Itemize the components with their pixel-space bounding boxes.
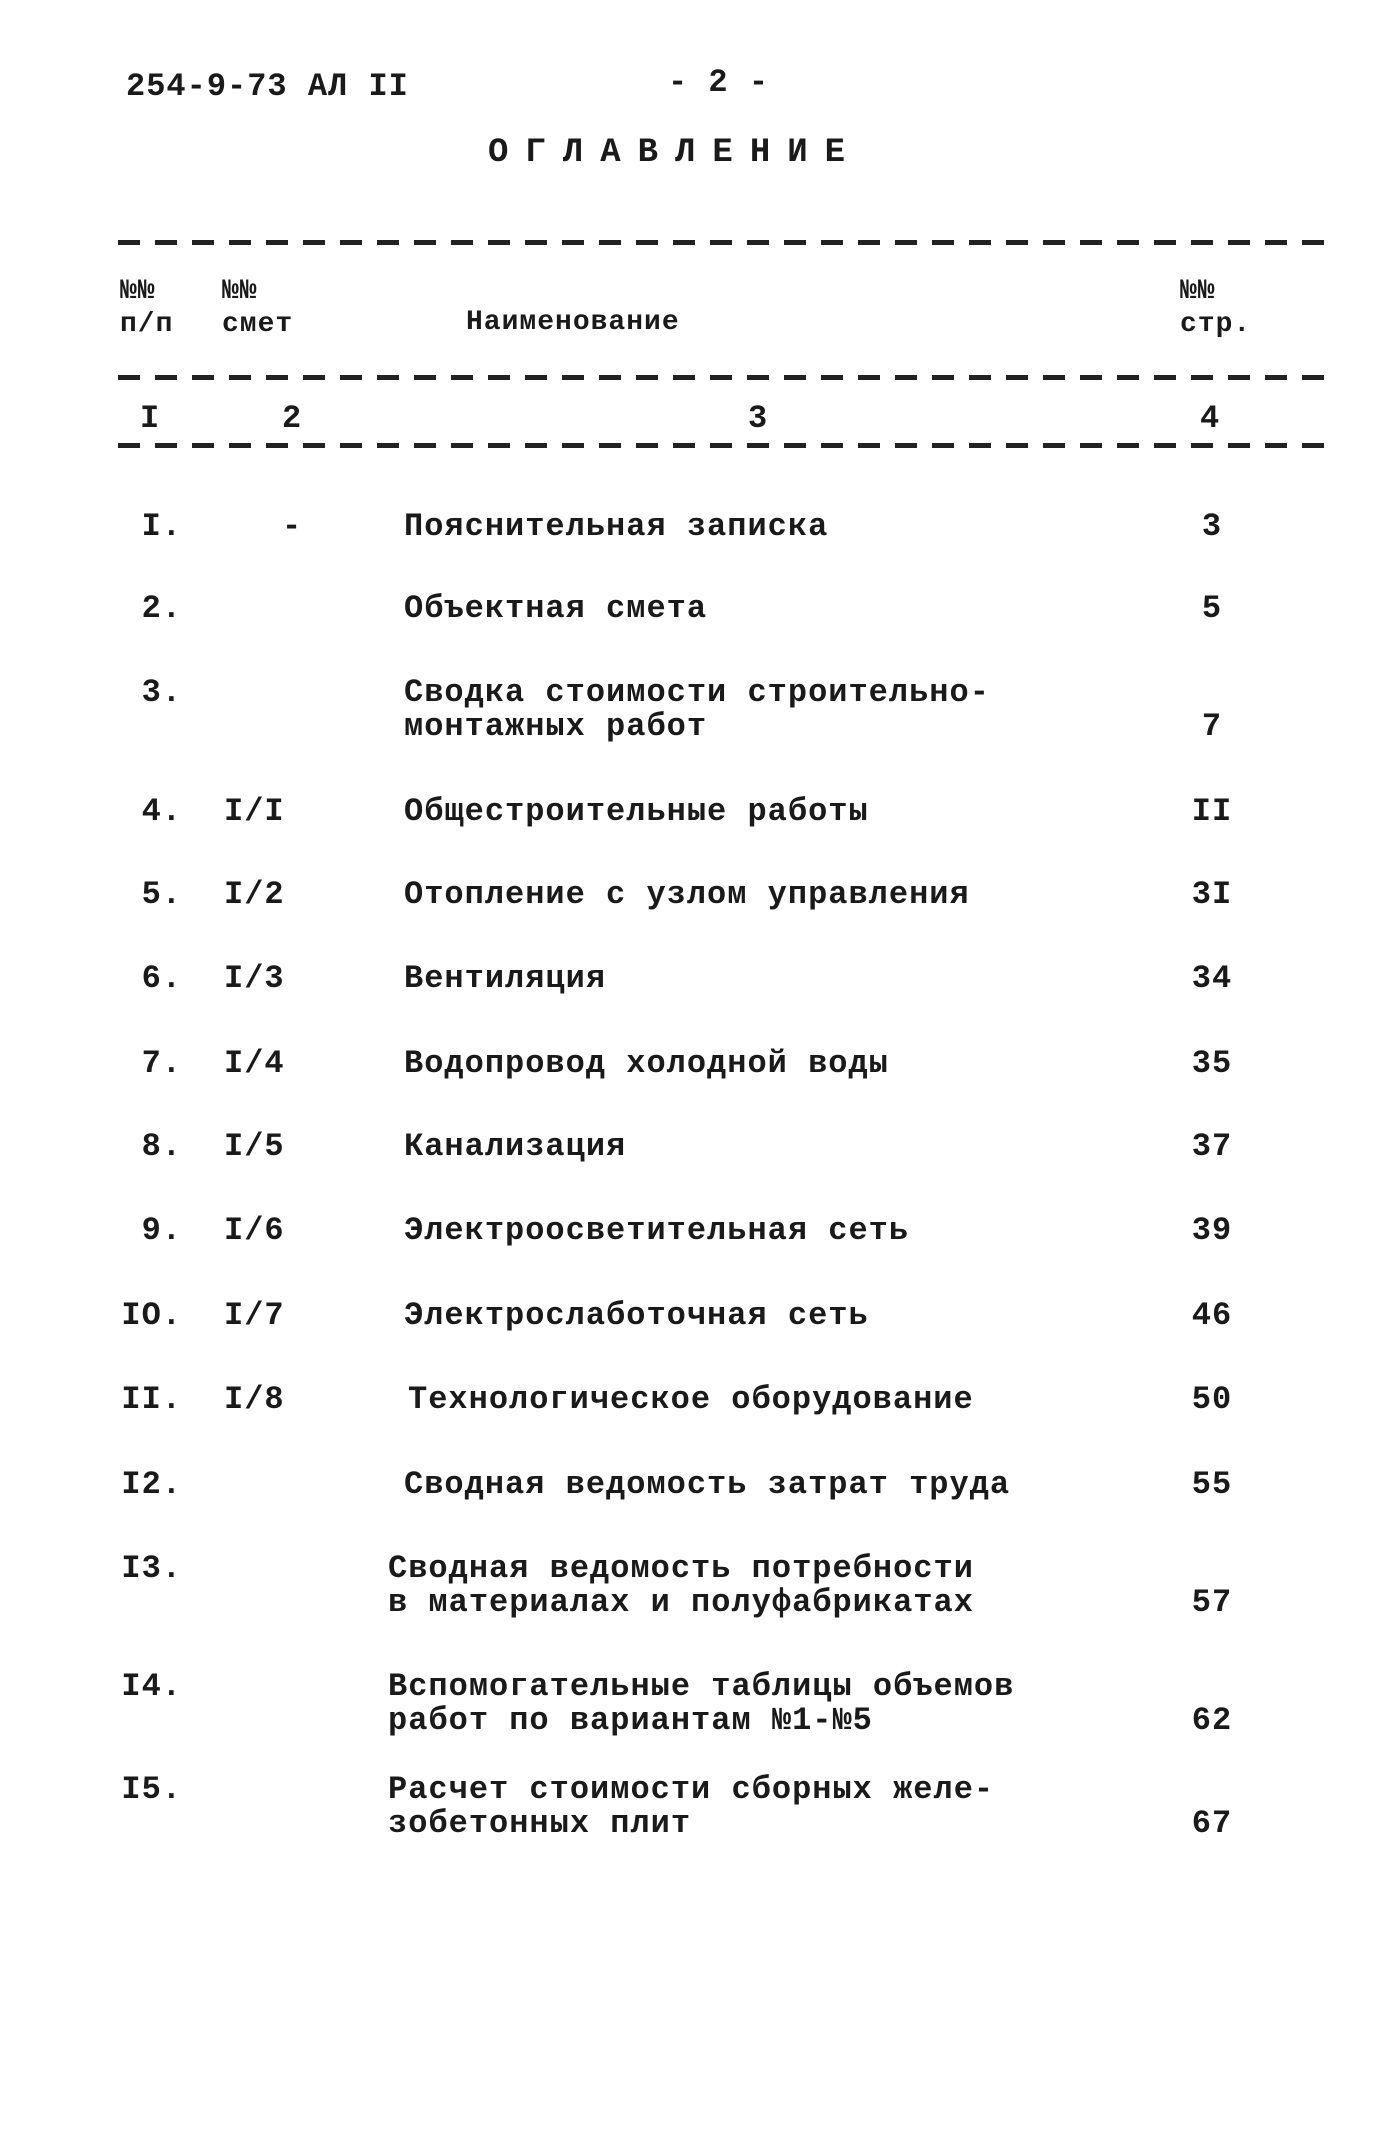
row-title: Объектная смета	[404, 590, 708, 627]
page-number: - 2 -	[668, 64, 770, 101]
divider-header	[118, 375, 1324, 380]
col-page-header-1: №№	[1180, 276, 1216, 307]
row-number: 2.	[141, 590, 182, 627]
row-number: 9.	[141, 1212, 182, 1249]
divider-index	[118, 443, 1324, 448]
col-index-3: 3	[748, 400, 769, 437]
row-title: Технологическое оборудование	[408, 1381, 974, 1418]
row-title: зобетонных плит	[388, 1805, 692, 1842]
col-name-header: Наименование	[466, 307, 680, 338]
row-estimate-number: I/3	[224, 960, 285, 997]
row-title: Сводная ведомость затрат труда	[404, 1466, 1011, 1503]
row-estimate-number: I/7	[224, 1297, 285, 1334]
row-estimate-number: -	[282, 508, 303, 545]
row-page: 7	[1201, 708, 1223, 745]
col-smeta-header-1: №№	[222, 276, 258, 307]
row-page: 37	[1191, 1128, 1233, 1165]
row-title: Канализация	[404, 1128, 627, 1165]
row-title: Вспомогательные таблицы объемов	[388, 1668, 1015, 1705]
row-page: 57	[1191, 1584, 1233, 1621]
row-page: 3I	[1191, 876, 1233, 913]
row-number: I.	[141, 508, 182, 545]
row-title: работ по вариантам №1-№5	[388, 1702, 873, 1739]
row-page: 55	[1191, 1466, 1233, 1503]
divider-top	[118, 240, 1324, 245]
row-number: I3.	[121, 1550, 182, 1587]
row-number: IO.	[121, 1297, 182, 1334]
row-number: I2.	[121, 1466, 182, 1503]
row-title: Вентиляция	[404, 960, 607, 997]
row-estimate-number: I/2	[224, 876, 285, 913]
row-estimate-number: I/6	[224, 1212, 285, 1249]
col-smeta-header-2: смет	[222, 309, 294, 340]
row-page: 3	[1201, 508, 1223, 545]
row-number: I5.	[121, 1771, 182, 1808]
page-title: ОГЛАВЛЕНИЕ	[488, 134, 863, 172]
row-number: I4.	[121, 1668, 182, 1705]
row-page: 62	[1191, 1702, 1233, 1739]
row-estimate-number: I/8	[224, 1381, 285, 1418]
col-num-header-2: п/п	[120, 309, 174, 340]
col-page-header-2: стр.	[1180, 309, 1252, 340]
row-page: 34	[1191, 960, 1233, 997]
row-title: монтажных работ	[404, 708, 708, 745]
document-code: 254-9-73 АЛ II	[126, 68, 409, 105]
row-title: Общестроительные работы	[404, 793, 869, 830]
row-number: II.	[121, 1381, 182, 1418]
row-number: 5.	[141, 876, 182, 913]
row-page: 39	[1191, 1212, 1233, 1249]
row-title: Расчет стоимости сборных желе-	[388, 1771, 995, 1808]
row-page: 50	[1191, 1381, 1233, 1418]
col-num-header-1: №№	[120, 276, 156, 307]
row-number: 6.	[141, 960, 182, 997]
row-page: 35	[1191, 1045, 1233, 1082]
row-page: 46	[1191, 1297, 1233, 1334]
row-title: Сводная ведомость потребности	[388, 1550, 974, 1587]
col-index-1: I	[140, 400, 161, 437]
row-page: 67	[1191, 1805, 1233, 1842]
row-page: 5	[1201, 590, 1223, 627]
col-index-2: 2	[282, 400, 303, 437]
row-title: Электрослаботочная сеть	[404, 1297, 869, 1334]
row-title: Электроосветительная сеть	[404, 1212, 910, 1249]
col-index-4: 4	[1200, 400, 1221, 437]
row-number: 8.	[141, 1128, 182, 1165]
row-estimate-number: I/I	[224, 793, 285, 830]
row-estimate-number: I/4	[224, 1045, 285, 1082]
row-number: 3.	[141, 674, 182, 711]
row-title: Отопление с узлом управления	[404, 876, 970, 913]
row-page: II	[1191, 793, 1233, 830]
row-title: в материалах и полуфабрикатах	[388, 1584, 974, 1621]
row-estimate-number: I/5	[224, 1128, 285, 1165]
row-number: 7.	[141, 1045, 182, 1082]
row-number: 4.	[141, 793, 182, 830]
row-title: Сводка стоимости строительно-	[404, 674, 990, 711]
row-title: Водопровод холодной воды	[404, 1045, 889, 1082]
row-title: Пояснительная записка	[404, 508, 829, 545]
